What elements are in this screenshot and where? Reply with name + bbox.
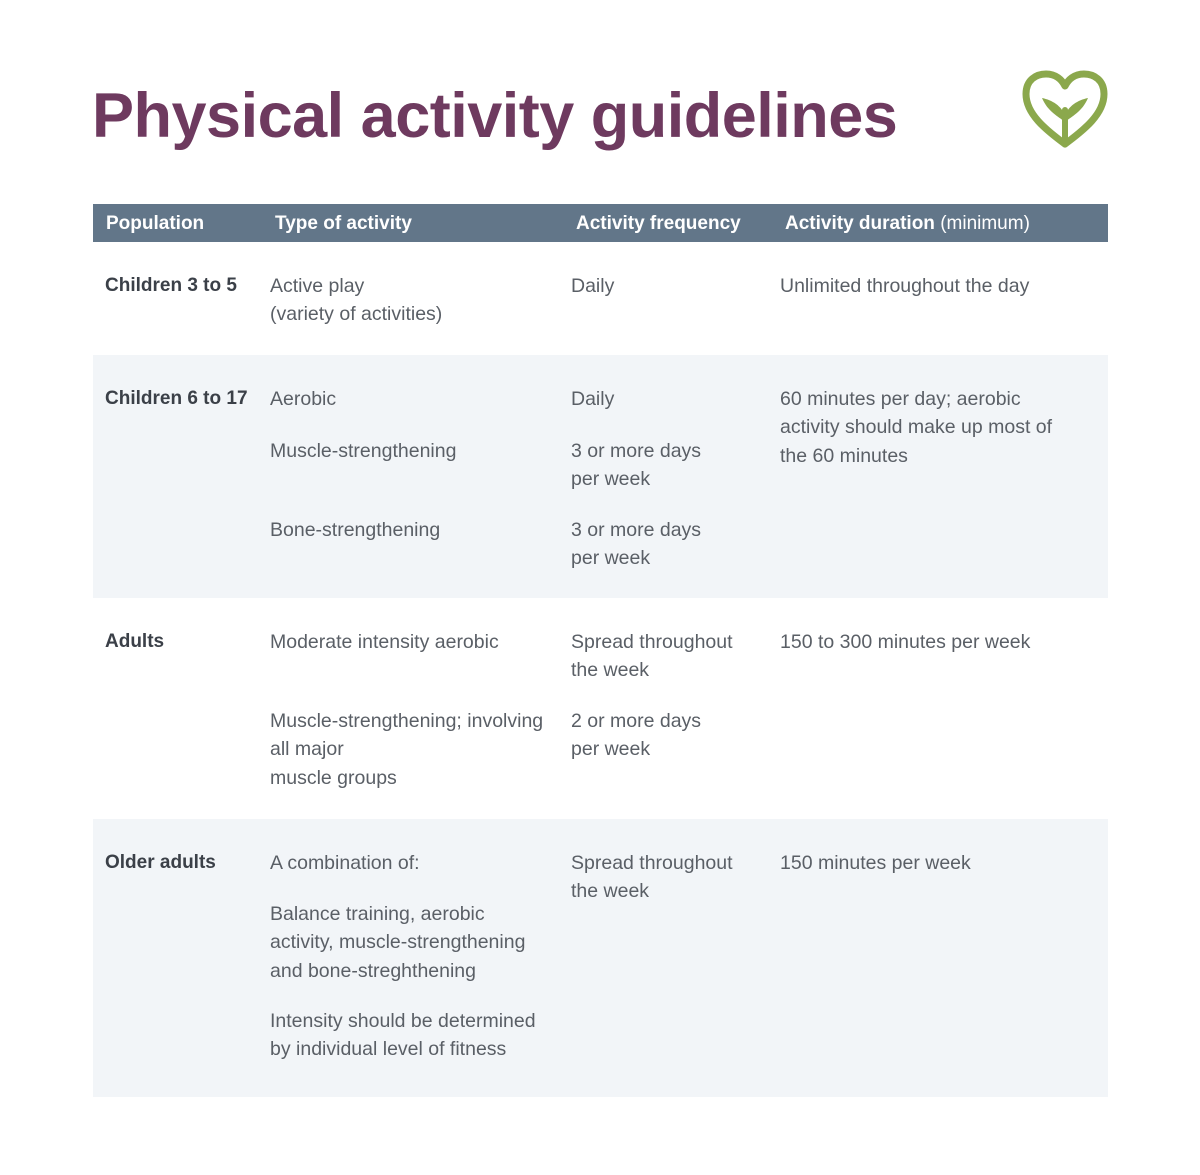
header-type: Type of activity xyxy=(275,213,412,234)
duration-cell: 150 to 300 minutes per week xyxy=(780,631,1031,653)
duration-cell: Unlimited throughout the day xyxy=(780,275,1030,297)
header-duration: Activity duration xyxy=(785,213,935,234)
population-cell: Children 3 to 5 xyxy=(105,275,237,296)
table-row xyxy=(93,355,1108,598)
duration-cell: 150 minutes per week xyxy=(780,852,971,874)
type-cell: Muscle-strengthening; involving all major muscle groups xyxy=(270,710,544,789)
table-row xyxy=(93,242,1108,355)
type-cell: A combination of: xyxy=(270,852,420,874)
type-cell: Active play (variety of activities) xyxy=(270,275,443,326)
table-row xyxy=(93,819,1108,1097)
population-cell: Adults xyxy=(105,631,165,652)
header-population: Population xyxy=(106,213,205,234)
frequency-cell: 3 or more days per week xyxy=(571,440,702,491)
frequency-cell: Spread throughout the week xyxy=(571,852,733,903)
header-duration-note: (minimum) xyxy=(940,213,1030,234)
type-cell: Bone-strengthening xyxy=(270,519,441,541)
population-cell: Older adults xyxy=(105,852,216,873)
guidelines-table xyxy=(93,204,1108,1097)
type-cell: Balance training, aerobic activity, muscle-strengthening and bone-streghthening xyxy=(270,903,526,982)
page-title: Physical activity guidelines xyxy=(92,81,898,151)
duration-cell: 60 minutes per day; aerobic activity should make up most of the 60 minutes xyxy=(780,388,1053,467)
type-cell: Aerobic xyxy=(270,388,337,410)
frequency-cell: Daily xyxy=(571,275,615,297)
frequency-cell: Daily xyxy=(571,388,615,410)
table-row xyxy=(93,598,1108,819)
frequency-cell: 2 or more days per week xyxy=(571,710,702,761)
header-frequency: Activity frequency xyxy=(576,213,741,234)
table-header xyxy=(93,204,1108,242)
frequency-cell: 3 or more days per week xyxy=(571,519,702,570)
type-cell: Moderate intensity aerobic xyxy=(270,631,499,653)
frequency-cell: Spread throughout the week xyxy=(571,631,733,682)
type-cell: Intensity should be determined by individual level of fitness xyxy=(270,1010,536,1061)
type-cell: Muscle-strengthening xyxy=(270,440,457,462)
population-cell: Children 6 to 17 xyxy=(105,388,248,409)
leaf-heart-icon xyxy=(1018,70,1112,150)
